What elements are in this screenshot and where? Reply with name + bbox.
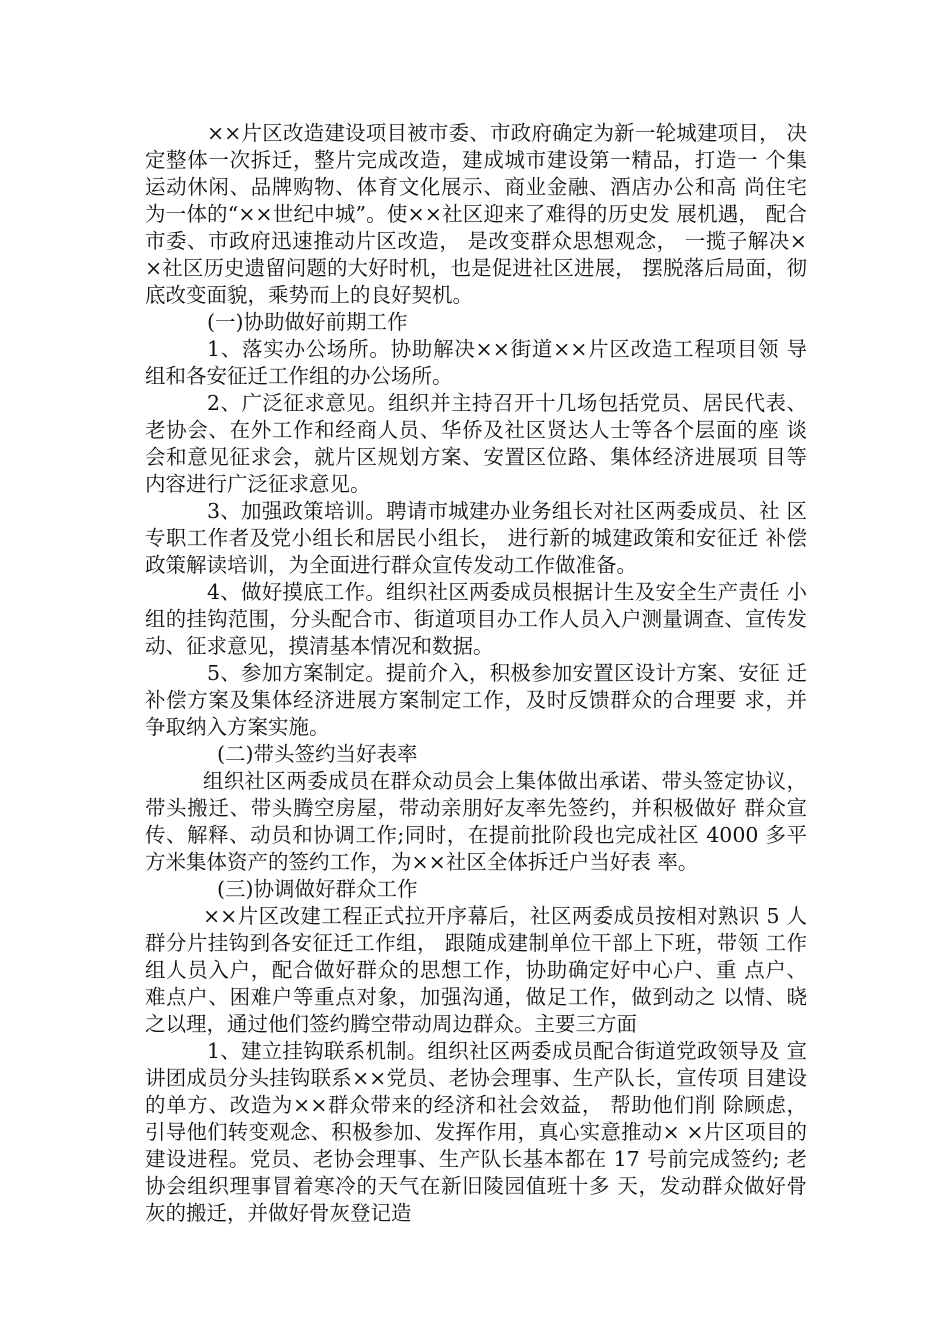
list-item-1: 1、落实办公场所。协助解决××街道××片区改造工程项目领 导组和各安征迁工作组的办公场所。 <box>145 337 807 388</box>
section-heading-2: (二)带头签约当好表率 <box>217 742 418 766</box>
section-3-list-item-1: 1、建立挂钩联系机制。组织社区两委成员配合街道党政领导及 宣讲团成员分头挂钩联系××党员、老协会理事、生产队长，宣传项 目建设的单方、改造为××群众带来的经济和社会效益， 帮助他们削 除顾虑，引导他们转变观念、积极参加、发挥作用，真心实意推动× ×片区项目的建设进程。党员、老协会理事、生产队长基本都在 17 号前完成签约; 老协会组织理事冒着寒冷的天气在新旧陵园值班十多 天，发动群众做好骨灰的搬迁，并做好骨灰登记造 <box>145 1039 807 1225</box>
document-body <box>145 120 807 1227</box>
list-item-3: 3、加强政策培训。聘请市城建办业务组长对社区两委成员、社 区专职工作者及党小组长和居民小组长， 进行新的城建政策和安征迁 补偿政策解读培训，为全面进行群众宣传发动工作做准备。 <box>145 499 807 577</box>
section-3-paragraph: ××片区改建工程正式拉开序幕后，社区两委成员按相对熟识 5 人群分片挂钩到各安征迁工作组， 跟随成建制单位干部上下班，带领 工作组人员入户，配合做好群众的思想工作，协助确定好中心户、重 点户、难点户、困难户等重点对象，加强沟通，做足工作，做到动之 以情、晓之以理，通过他们签约腾空带动周边群众。主要三方面 <box>145 904 807 1036</box>
list-item-4: 4、做好摸底工作。组织社区两委成员根据计生及安全生产责任 小组的挂钩范围，分头配合市、街道项目办工作人员入户测量调查、宣传发动、征求意见，摸清基本情况和数据。 <box>145 580 807 658</box>
intro-paragraph: ××片区改造建设项目被市委、市政府确定为新一轮城建项目， 决定整体一次拆迁，整片完成改造，建成城市建设第一精品，打造一 个集运动休闲、品牌购物、体育文化展示、商业金融、酒店办公和高 尚住宅为一体的“××世纪中城”。使××社区迎来了难得的历史发 展机遇， 配合市委、市政府迅速推动片区改造， 是改变群众思想观念， 一揽子解决××社区历史遗留问题的大好时机，也是促进社区进展， 摆脱落后局面，彻底改变面貌，乘势而上的良好契机。 <box>145 121 807 307</box>
section-heading-3: (三)协调做好群众工作 <box>217 877 418 901</box>
section-heading-1: (一)协助做好前期工作 <box>207 310 408 334</box>
list-item-5: 5、参加方案制定。提前介入，积极参加安置区设计方案、安征 迁补偿方案及集体经济进展方案制定工作，及时反馈群众的合理要 求，并争取纳入方案实施。 <box>145 661 807 739</box>
section-2-paragraph: 组织社区两委成员在群众动员会上集体做出承诺、带头签定协议，带头搬迁、带头腾空房屋，带动亲朋好友率先签约，并积极做好 群众宣传、解释、动员和协调工作;同时，在提前批阶段也完成社区 4000 多平方米集体资产的签约工作，为××社区全体拆迁户当好表 率。 <box>145 769 807 874</box>
list-item-2: 2、广泛征求意见。组织并主持召开十几场包括党员、居民代表、老协会、在外工作和经商人员、华侨及社区贤达人士等各个层面的座 谈会和意见征求会，就片区规划方案、安置区位路、集体经济进展项 目等内容进行广泛征求意见。 <box>145 391 807 496</box>
